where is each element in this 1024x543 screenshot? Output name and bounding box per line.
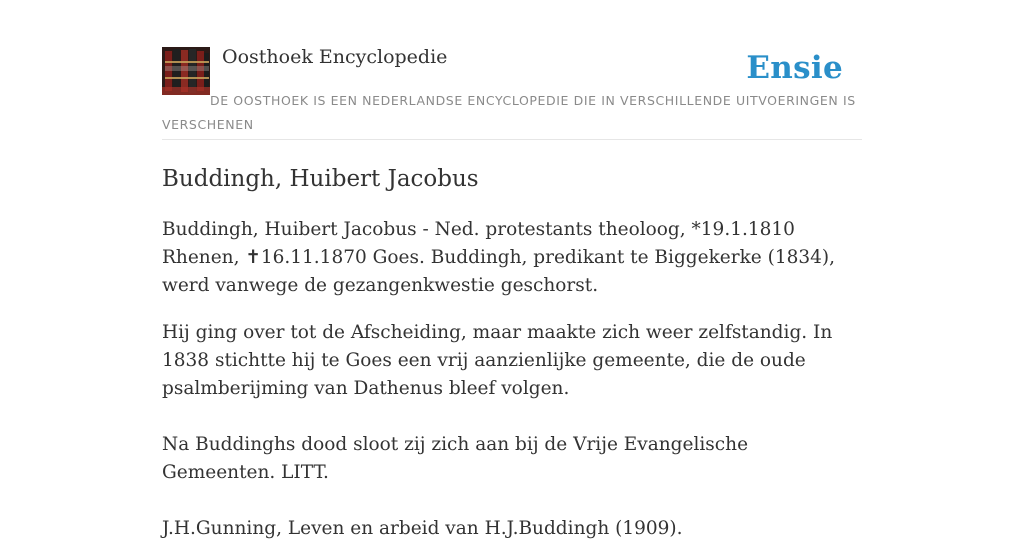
article-paragraph: Na Buddinghs dood sloot zij zich aan bij de Vrije Evangelische Gemeenten. LITT.: [162, 434, 749, 483]
ensie-logo[interactable]: Ensie: [746, 50, 843, 86]
article-paragraph: J.H.Gunning, Leven en arbeid van H.J.Buddingh (1909).: [162, 518, 683, 539]
article-paragraph: Buddingh, Huibert Jacobus - Ned. protestants theoloog, *19.1.1810 Rhenen, ✝16.11.1870 Goes. Buddingh, predikant te Biggekerke (1834), werd vanwege de gezangenkwestie geschorst.: [162, 219, 836, 296]
article: [162, 163, 862, 543]
article-title: Buddingh, Huibert Jacobus: [162, 166, 479, 192]
site-tagline: DE OOSTHOEK IS EEN NEDERLANDSE ENCYCLOPEDIE DIE IN VERSCHILLENDE UITVOERINGEN IS VERSCHENEN: [162, 93, 856, 132]
site-name[interactable]: Oosthoek Encyclopedie: [222, 46, 448, 68]
encyclopedia-books-icon[interactable]: [162, 47, 210, 95]
site-header: [162, 0, 862, 140]
page-container: [162, 0, 862, 539]
article-paragraph: Hij ging over tot de Afscheiding, maar maakte zich weer zelfstandig. In 1838 stichtte hij te Goes een vrij aanzienlijke gemeente, die de oude psalmberijming van Dathenus bleef volgen.: [162, 322, 833, 399]
